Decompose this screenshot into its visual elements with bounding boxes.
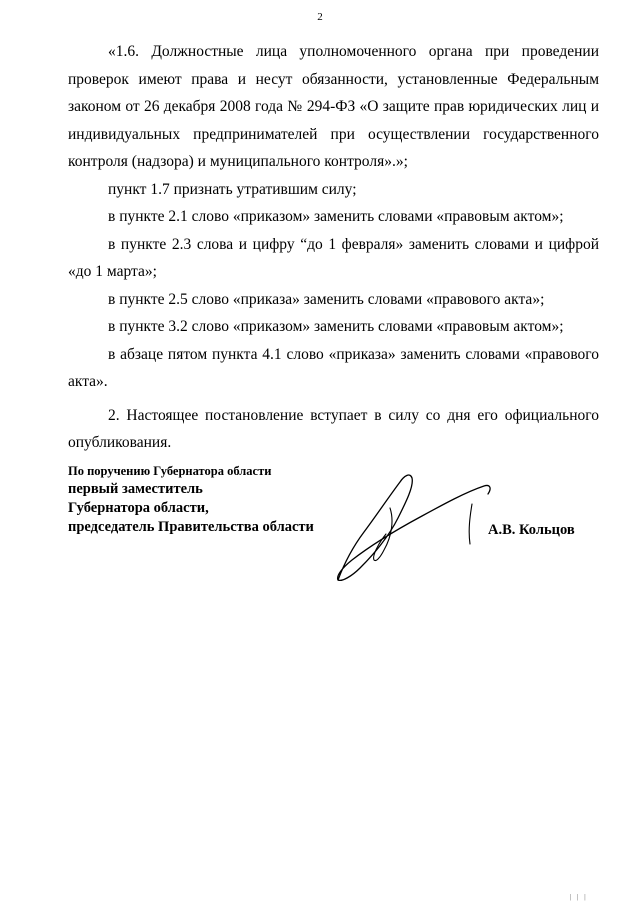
- paragraph-2-3: в пункте 2.3 слова и цифру “до 1 февраля» заменить словами и цифрой «до 1 марта»;: [68, 235, 599, 280]
- document-body: [68, 38, 599, 457]
- paragraph-1-6: «1.6. Должностные лица уполномоченного органа при проведении проверок имеют права и несут обязанности, установленные Федеральным законом от 26 декабря 2008 года № 294-ФЗ «О защите прав юридических лиц и индивидуальных предпринимателей при осуществлении государственного контроля (надзора) и муниципального контроля».»;: [68, 43, 599, 170]
- paragraph-2-5: в пункте 2.5 слово «приказа» заменить словами «правового акта»;: [108, 290, 545, 308]
- footer-mark: | | |: [570, 893, 588, 901]
- paragraph-1-7: пункт 1.7 признать утратившим силу;: [108, 180, 357, 198]
- paragraph-4-1: в абзаце пятом пункта 4.1 слово «приказа» заменить словами «правового акта».: [68, 345, 599, 390]
- paragraph-effective-date: 2. Настоящее постановление вступает в силу со дня его официального опубликования.: [68, 406, 599, 451]
- on-behalf-line: По поручению Губернатора области: [68, 464, 272, 478]
- signatory-position-line-1: первый заместитель: [68, 481, 203, 497]
- signatory-name: А.В. Кольцов: [488, 522, 575, 538]
- signature-stroke-tail: [469, 504, 472, 544]
- signatory-position-line-3: председатель Правительства области: [68, 519, 314, 535]
- paragraph-3-2: в пункте 3.2 слово «приказом» заменить словами «правовым актом»;: [108, 318, 564, 335]
- page-number: 2: [317, 11, 323, 23]
- signature-stroke-main: [338, 475, 490, 580]
- handwritten-signature: [330, 468, 500, 588]
- signatory-position-line-2: Губернатора области,: [68, 500, 209, 516]
- paragraph-2-1: в пункте 2.1 слово «приказом» заменить словами «правовым актом»;: [108, 208, 564, 225]
- signatory-title-block: [68, 463, 314, 537]
